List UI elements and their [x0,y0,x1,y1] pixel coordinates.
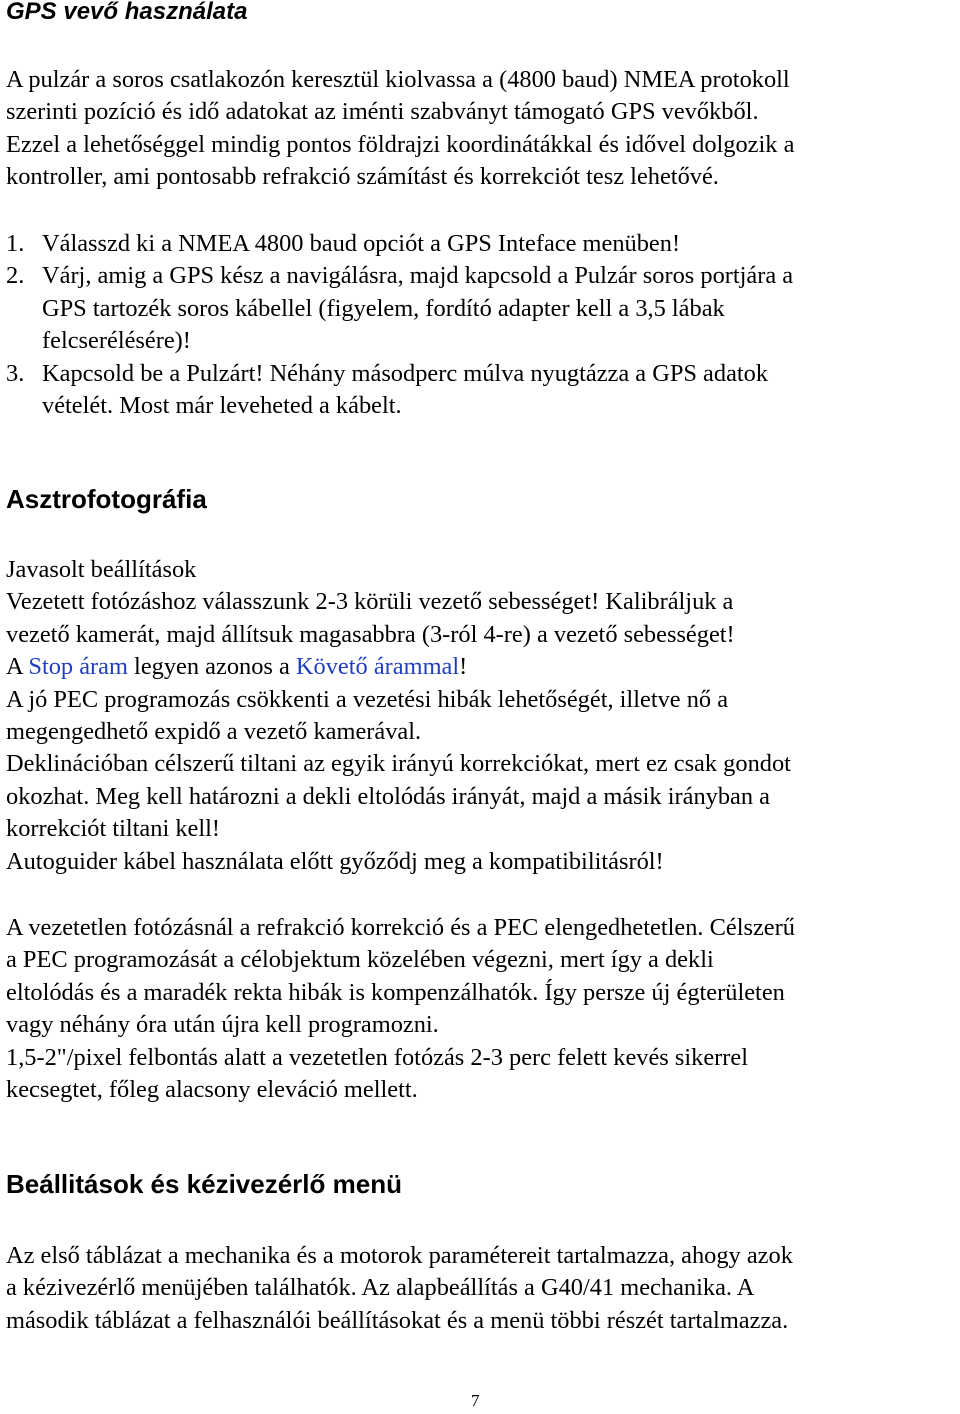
text-line: eltolódás és a maradék rekta hibák is kompenzálhatók. Így persze új égterületen [6,978,785,1006]
text-line: 1,5-2"/pixel felbontás alatt a vezetetlen fotózás 2-3 perc felett kevés sikerrel [6,1043,749,1071]
text-line: Várj, amig a GPS kész a navigálásra, majd kapcsold a Pulzár soros portjára a [42,262,794,290]
section-title-astro: Asztrofotográfia [6,484,207,514]
text-line: Autoguider kábel használata előtt győződj meg a kompatibilitásról! [6,847,664,875]
text-line: felcserélésére)! [42,327,191,355]
text-line: A jó PEC programozás csökkenti a vezetési hibák lehetőségét, illetve nő a [6,685,729,713]
list-item-number: 3. [6,359,25,387]
text-line: A vezetetlen fotózásnál a refrakció korrekció és a PEC elengedhetetlen. Célszerű [6,914,795,941]
text-line: Vezetett fotózáshoz válasszunk 2-3 körüli vezető sebességet! Kalibráljuk a [6,588,734,616]
list-item-number: 1. [6,230,25,257]
text-fragment: A [6,653,29,681]
section-title-gps: GPS vevő használata [6,0,248,25]
unguided-photo-paragraph [6,912,958,1106]
text-line: Deklinációban célszerű tiltani az egyik irányú korrekciókat, mert ez csak gondot [6,750,791,778]
text-line: szerinti pozíció és idő adatokat az iménti szabványt támogató GPS vevőkből. [6,98,759,126]
text-line: Az első táblázat a mechanika és a motorok paramétereit tartalmazza, ahogy azok [6,1242,793,1269]
text-line: A pulzár a soros csatlakozón keresztül kiolvassa a (4800 baud) NMEA protokoll [6,66,790,93]
text-line: vezető kamerát, majd állítsuk magasabbra (3-ról 4-re) a vezető sebességet! [6,620,735,648]
text-line: megengedhető expidő a vezető kamerával. [6,718,422,746]
text-line: Válasszd ki a NMEA 4800 baud opciót a GPS Inteface menüben! [42,230,681,257]
text-line: Kapcsold be a Pulzárt! Néhány másodperc múlva nyugtázza a GPS adatok [42,359,769,387]
text-line: kontroller, ami pontosabb refrakció számítást és korrekciót tesz lehetővé. [6,163,719,191]
list-item [6,228,958,260]
text-line: vagy néhány óra után újra kell programozni. [6,1011,439,1039]
stop-current-term: Stop áram [28,653,128,681]
text-line: második táblázat a felhasználói beállításokat és a menü többi részét tartalmazza. [6,1306,789,1334]
text-line: a kézivezérlő menüjében találhatók. Az alapbeállítás a G40/41 mechanika. A [6,1274,755,1302]
section-title-settings: Beállitások és kézivezérlő menü [6,1169,402,1199]
text-fragment: legyen azonos a [127,653,296,681]
page-number: 7 [471,1391,480,1410]
stop-current-line [6,651,958,683]
text-line: okozhat. Meg kell határozni a dekli eltolódás irányát, majd a másik irányban a [6,782,770,810]
text-line: korrekciót tiltani kell! [6,815,221,843]
gps-intro-paragraph [6,64,958,194]
subheading: Javasolt beállítások [6,556,197,583]
list-item [6,260,958,357]
text-fragment: ! [459,653,468,681]
follow-current-term: Követő árammal [295,653,460,681]
list-item [6,358,958,423]
text-line: vételét. Most már leveheted a kábelt. [42,392,402,420]
text-line: kecsegtet, főleg alacsony eleváció mellett. [6,1076,418,1104]
astro-settings-paragraph [6,554,958,878]
settings-paragraph [6,1240,958,1337]
text-line: a PEC programozását a célobjektum közelében végezni, mert így a dekli [6,946,714,974]
list-item-number: 2. [6,262,25,290]
gps-steps-list [6,228,958,422]
text-line: GPS tartozék soros kábellel (figyelem, fordító adapter kell a 3,5 lábak [42,294,725,322]
text-line: Ezzel a lehetőséggel mindig pontos földrajzi koordinátákkal és idővel dolgozik a [6,130,795,158]
